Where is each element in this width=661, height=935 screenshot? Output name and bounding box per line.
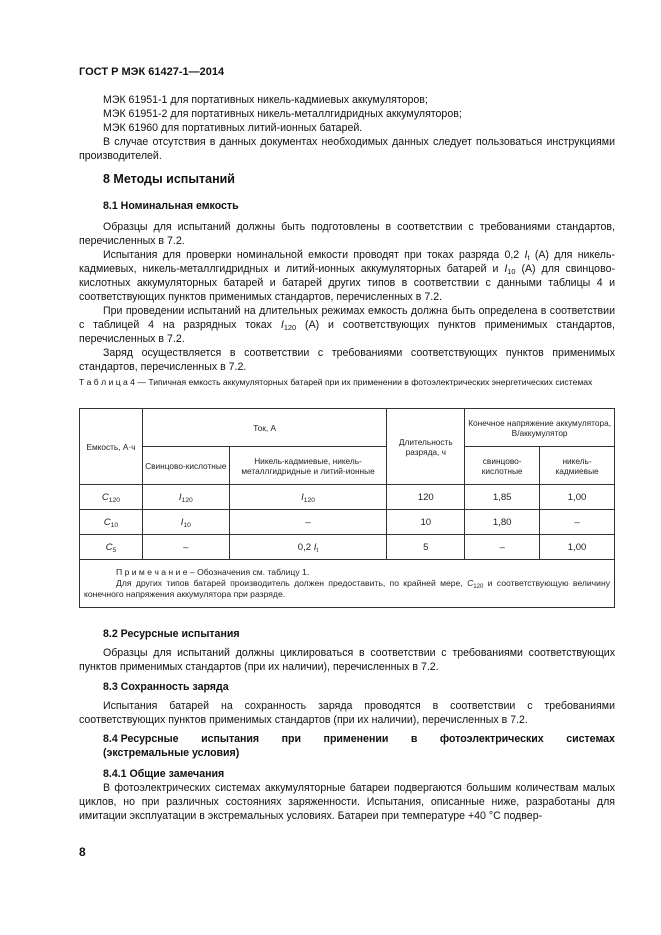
ref-item: МЭК 61960 для портативных литий-ионных батарей. xyxy=(103,122,363,134)
reference-list xyxy=(79,93,615,163)
section-8-3-body: Испытания батарей на сохранность заряда проводятся в соответствии с требованиями соответствующих пунктов применимых стандартов (при их наличии), перечисленных в 7.2. xyxy=(79,700,615,726)
document-header: ГОСТ Р МЭК 61427-1—2014 xyxy=(79,66,225,78)
section-8-4-title-line2: (экстремальные условия) xyxy=(103,747,240,759)
header-lead-voltage: свинцово-кислотные xyxy=(465,447,540,485)
table-row: $C_{120}$ $I_{120}$ $I_{120}$ 120 1,85 1,00 xyxy=(80,485,615,510)
paragraph: Испытания для проверки номинальной емкости проводят при токах разряда 0,2 $I_t$ (A) для никель-кадмиевых, никель-металлгидридных и литий-ионных аккумуляторных батарей и $I_{10}$ (A) для свинцово-кислотных аккумуляторных батарей и батарей других типов в соответствии с данными таблицы 4 и соответствующих пунктов применимых стандартов, перечисленных в 7.2. xyxy=(79,249,615,303)
section-8-3-title: 8.3 Сохранность заряда xyxy=(103,681,229,693)
section-8-4-1-body: В фотоэлектрических системах аккумуляторные батареи подвергаются большим количествам малых циклов, но при различных состояниях заряженности. Испытания, описанные ниже, разработаны для имитации эксплуатации в экстремальных условиях. Батареи при температуре +40 °С подвер- xyxy=(79,782,615,822)
paragraph: Образцы для испытаний должны быть подготовлены в соответствии с требованиями стандартов, перечисленных в 7.2. xyxy=(79,221,615,247)
section-8-4-1-title: 8.4.1 Общие замечания xyxy=(103,768,225,780)
header-duration: Длительность разряда, ч xyxy=(387,409,465,485)
table-caption: Т а б л и ц а 4 — Типичная емкость аккумуляторных батарей при их применении в фотоэлектрических энергетических системах xyxy=(79,377,593,387)
header-capacity: Емкость, А·ч xyxy=(80,409,143,485)
header-lead: Свинцово-кислотные xyxy=(142,447,229,485)
header-end-voltage: Конечное напряжение аккумулятора, В/аккумулятор xyxy=(465,409,615,447)
section-8-1-body xyxy=(79,220,615,374)
table-note-row xyxy=(80,560,615,608)
header-nickel: Никель-кадмиевые, никель-металлгидридные и литий-ионные xyxy=(229,447,387,485)
ref-item: МЭК 61951-2 для портативных никель-металлгидридных аккумуляторов; xyxy=(103,108,462,120)
table-4 xyxy=(79,408,615,608)
section-8-2-title: 8.2 Ресурсные испытания xyxy=(103,628,240,640)
section-8-2-body: Образцы для испытаний должны циклироваться в соответствии с требованиями соответствующих пунктов применимых стандартов (при их наличии), перечисленных в 7.2. xyxy=(79,647,615,673)
header-current: Ток, А xyxy=(142,409,386,447)
refs-note: В случае отсутствия в данных документах необходимых данных следует пользоваться инструкциями производителей. xyxy=(79,136,615,162)
table-note-2: Для других типов батарей производитель должен предоставить, по крайней мере, $C_{120}$ и соответствующую величину конечного напряжения аккумулятора при разряде. xyxy=(84,578,610,599)
section-8-4-title: 8.4 Ресурсные испытания при применении в фотоэлектрических системах xyxy=(103,733,615,745)
paragraph: При проведении испытаний на длительных режимах емкость должна быть определена в соответствии с таблицей 4 на разрядных токах $I_{120}$ (A) и соответствующих пунктов применимых стандартов, перечисленных в 7.2. xyxy=(79,305,615,345)
section-8-title: 8 Методы испытаний xyxy=(103,172,235,186)
table-row: $C_{10}$ $I_{10}$ – 10 1,80 – xyxy=(80,510,615,535)
table-row: $C_5$ – 0,2 $I_t$ 5 – 1,00 xyxy=(80,535,615,560)
header-nicd-voltage: никель-кадмиевые xyxy=(540,447,615,485)
table-note: П р и м е ч а н и е – Обозначения см. таблицу 1. xyxy=(116,567,310,577)
page-number: 8 xyxy=(79,845,86,859)
paragraph: Заряд осуществляется в соответствии с требованиями соответствующих пунктов применимых стандартов, перечисленных в 7.2. xyxy=(79,347,615,373)
section-8-1-title: 8.1 Номинальная емкость xyxy=(103,200,239,212)
ref-item: МЭК 61951-1 для портативных никель-кадмиевых аккумуляторов; xyxy=(103,94,428,106)
